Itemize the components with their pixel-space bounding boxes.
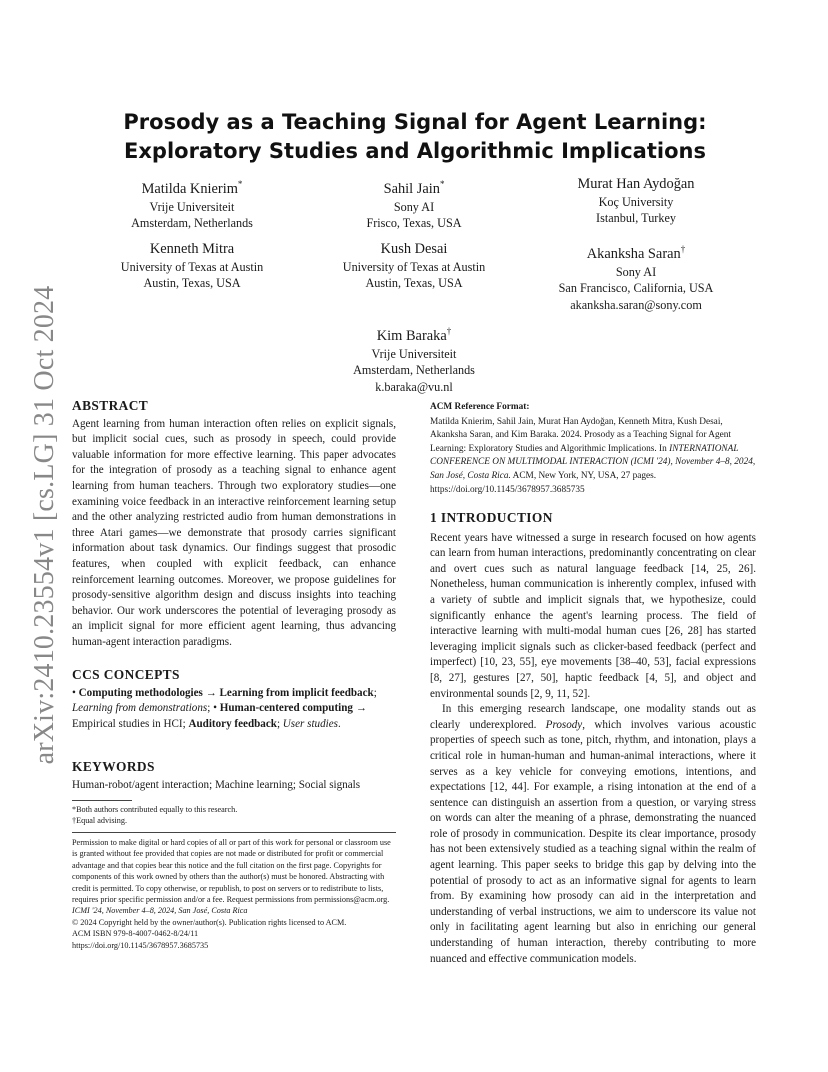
arxiv-id: arXiv:2410.23554v1 [cs.LG] 31 Oct 2024 [29, 285, 60, 765]
intro-paragraph: In this emerging research landscape, one modality stands out as clearly underexplored. Prosody, which involves various acoustic properties of speech such as tone, pitch, rhythm, and intonation, plays a critical role in human-human and human-animal interactions, where it serves as a key vehicle for conveying emotions, intentions, and expectations [12, 44]. For example, a rising intonation at the end of a sentence can distinguish an assertion from a question, or varying stress on words can alter the meaning of a phrase, demonstrating the nuanced role of prosody in communication. Despite its clear importance, prosody has not been extensively studied as a teaching signal within the realm of agent learning. This paper seeks to bridge this gap by delving into the potential of prosody to act as an informative signal for agents to learn from. By examining how prosody can aid in the interpretation and understanding of verbal instructions, we aim to underscore its value not only in facilitating agent learning but also in enriching our general understanding of human interaction, thereby contributing to more nuanced and effective communication models. [430, 703, 757, 965]
footnote: *Both authors contributed equally to this research. [72, 805, 238, 814]
ccs-heading: CCS CONCEPTS [72, 667, 180, 682]
permission-rule [72, 832, 396, 833]
acm-reference [430, 401, 756, 497]
author-affiliation: Sony AI [615, 264, 657, 279]
copyright-text: © 2024 Copyright held by the owner/author(s). Publication rights licensed to ACM. [72, 917, 347, 927]
keywords-text: Human-robot/agent interaction; Machine learning; Social signals [72, 778, 361, 791]
author-block [294, 240, 534, 292]
footnote-rule [72, 800, 132, 801]
intro-paragraph: Recent years have witnessed a surge in research focused on how agents can learn from human interactions, predominantly concentrating on clear and overt cues such as natural language feedback [14, 25, 26]. Nonetheless, human communication is inherently complex, infused with a variety of subtle and implicit signals that, we hypothesize, could significantly enhance the agent's learning process. The field of interactive learning with multi-modal human cues [26, 28] has started leveraging implicit signals such as clicker-based feedback (perfect and imperfect) [10, 23, 55], eye movements [38–40, 53], facial expressions [8, 27], gestures [27, 50], haptic feedback [4, 5], and object and environmental sounds [2, 9, 11, 52]. [430, 531, 756, 700]
author-location: San Francisco, California, USA [558, 281, 714, 296]
author-affiliation: University of Texas at Austin [120, 260, 264, 274]
introduction-section [430, 510, 756, 967]
abstract-section [72, 398, 396, 651]
author-block: Kim Baraka† Vrije Universiteit Amsterdam, Netherlands k.baraka@vu.nl [294, 322, 534, 395]
author-affiliation: Koç University [598, 195, 674, 209]
author-location: Austin, Texas, USA [365, 276, 463, 291]
author-email: akanksha.saran@sony.com [570, 297, 702, 312]
isbn-text: ACM ISBN 979-8-4007-0462-8/24/11 [72, 929, 199, 939]
footnote: †Equal advising. [72, 816, 128, 826]
ccs-section [72, 667, 396, 732]
footnotes [72, 804, 396, 827]
permission-text: Permission to make digital or hard copies of all or part of this work for personal or classroom use is granted without fee provided that copies are not made or distributed for profit or commercial advantage and that copies bear this notice and the full citation on the first page. Copyrights for components of this work owned by others than the author(s) must be honored. Abstracting with credit is permitted. To copy otherwise, or republish, to post on servers or to redistribute to lists, requires prior specific permission and/or a fee. Request permissions from permissions@acm.org. [72, 838, 391, 905]
author-name: Murat Han Aydoğan [577, 176, 695, 192]
author-location: Amsterdam, Netherlands [353, 363, 475, 378]
author-affiliation: Sony AI [393, 199, 435, 214]
author-location: Austin, Texas, USA [143, 276, 241, 291]
author-location: Istanbul, Turkey [596, 211, 676, 226]
doi-link[interactable]: https://doi.org/10.1145/3678957.3685735 [72, 940, 209, 950]
introduction-heading: 1 INTRODUCTION [430, 510, 553, 525]
author-block: Matilda Knierim* Vrije Universiteit Amsterdam, Netherlands [72, 175, 312, 232]
author-location: Frisco, Texas, USA [366, 216, 462, 231]
author-name: Akanksha Saran [586, 245, 681, 262]
author-name: Sahil Jain [383, 180, 440, 197]
author-block [72, 240, 312, 292]
keywords-section [72, 759, 396, 793]
acm-reference-text: Matilda Knierim, Sahil Jain, Murat Han Aydoğan, Kenneth Mitra, Kush Desai, Akanksha Saran, and Kim Baraka. 2024. Prosody as a Teaching Signal for Agent Learning: Exploratory Studies and Algorithmic Implications. In INTERNATIONAL CONFERENCE ON MULTIMODAL INTERACTION (ICMI '24), November 4–8, 2024, San José, Costa Rica. ACM, New York, NY, USA, 27 pages. https://doi.org/10.1145/3678957.3685735 [430, 416, 756, 495]
author-location: Amsterdam, Netherlands [131, 216, 253, 231]
author-block: Akanksha Saran† Sony AI San Francisco, California, USA akanksha.saran@sony.com [516, 240, 756, 313]
author-affiliation: Vrije Universiteit [371, 346, 457, 361]
author-affiliation: Vrije Universiteit [149, 199, 235, 214]
keywords-heading: KEYWORDS [72, 759, 155, 774]
author-affiliation: University of Texas at Austin [342, 260, 486, 274]
paper-title: Prosody as a Teaching Signal for Agent Learning: Exploratory Studies and Algorithmic Implications [123, 110, 707, 163]
ccs-text: • Computing methodologies → Learning from implicit feedback; Learning from demonstrations; • Human-centered computing → Empirical studies in HCI; Auditory feedback; User studies. [72, 686, 377, 730]
permission-block [72, 837, 396, 951]
acm-reference-heading: ACM Reference Format: [430, 402, 530, 412]
arxiv-stamp [20, 285, 70, 765]
author-block [516, 175, 756, 227]
author-name: Kim Baraka [376, 327, 447, 344]
venue-text: ICMI '24, November 4–8, 2024, San José, Costa Rica [72, 906, 248, 916]
abstract-text: Agent learning from human interaction often relies on explicit signals, but implicit social cues, such as prosody in speech, could provide valuable information for more effective learning. This paper advocates for the integration of prosody as a teaching signal to enhance agent learning from human teachers. Through two exploratory studies—one examining voice feedback in an interactive reinforcement learning setup and the other analyzing restricted audio from human demonstrations in three Atari games—we demonstrate that prosody carries significant information about task dynamics. Our findings suggest that prosodic features, when coupled with explicit feedback, can enhance reinforcement learning outcomes. Moreover, we propose guidelines for prosody-sensitive algorithm design and discuss insights into teaching behavior. Our work underscores the potential of leveraging prosody as an implicit signal for more efficient agent learning, thus advancing human-agent interaction paradigms. [72, 417, 396, 648]
author-email: k.baraka@vu.nl [375, 379, 453, 394]
author-block: Sahil Jain* Sony AI Frisco, Texas, USA [294, 175, 534, 232]
author-name: Matilda Knierim [141, 180, 238, 197]
abstract-heading: ABSTRACT [72, 398, 149, 413]
author-name: Kenneth Mitra [149, 241, 235, 257]
author-name: Kush Desai [380, 241, 448, 257]
